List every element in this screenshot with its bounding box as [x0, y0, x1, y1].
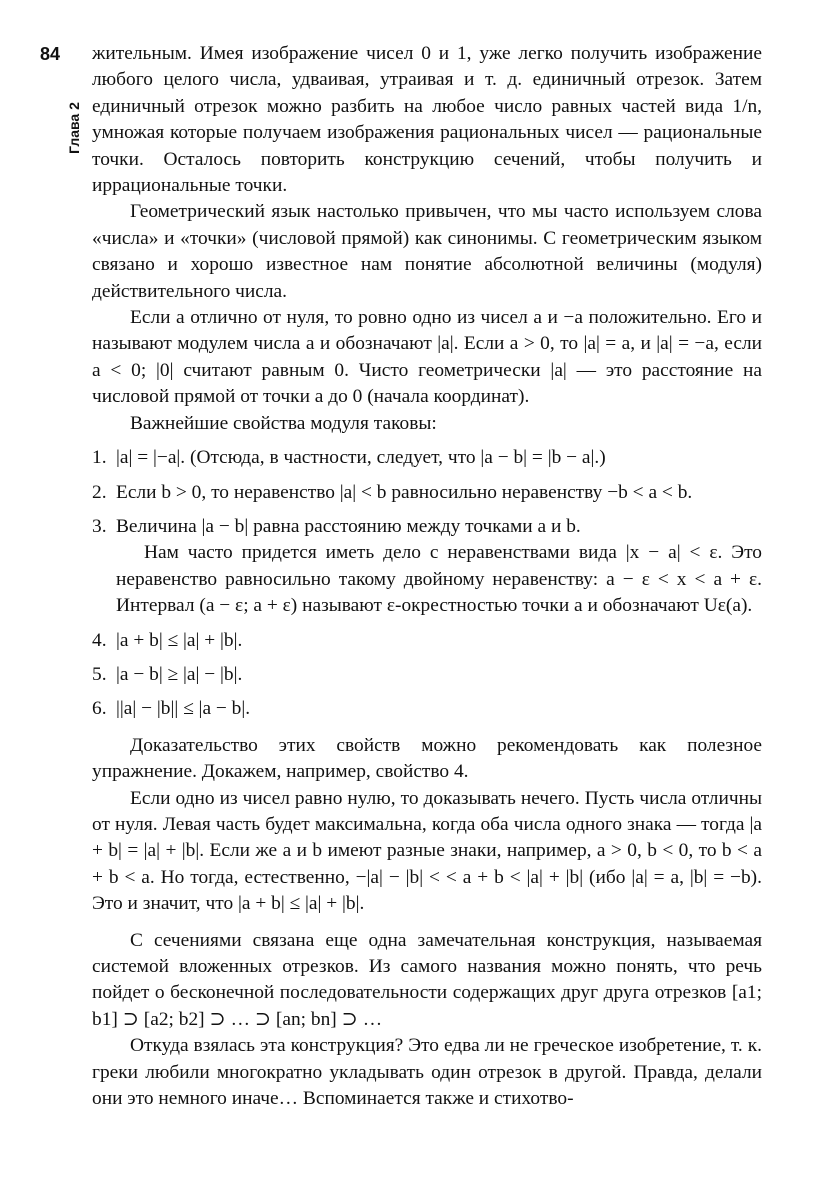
list-item	[92, 480, 762, 506]
spacer	[92, 918, 762, 928]
page-number: 84	[40, 44, 61, 64]
list-item-text: ||a| − |b|| ≤ |a − b|.	[116, 698, 251, 720]
paragraph-1: жительным. Имея изображение чисел 0 и 1, уже легко получить изображение любого целого числа, удваивая, утраивая и т. д. единичный отрезок. Затем единичный отрезок можно разбить на любое число равных частей вида 1/n, умножая которые получаем изображения рациональных чисел — рациональные точки. Осталось повторить конструкцию сечений, чтобы получить и иррациональные точки.	[92, 43, 762, 197]
list-item	[92, 445, 762, 471]
item-3-note-block	[92, 540, 762, 619]
list-item-number: 2.	[92, 481, 107, 503]
list-item-number: 3.	[92, 515, 107, 537]
page-body	[92, 41, 762, 1112]
paragraph-3: Если a отлично от нуля, то ровно одно из чисел a и −a положительно. Его и называют модулем числа a и обозначают |a|. Если a > 0, то |a| = a, и |a| = −a, если a < 0; |0| считают равным 0. Чисто геометрически |a| — это расстояние на числовой прямой от точки a до 0 (начала координат).	[92, 307, 762, 408]
paragraph-6: Если одно из чисел равно нулю, то доказывать нечего. Пусть числа отличны от нуля. Левая часть будет максимальна, когда оба числа одного знака — тогда |a + b| = |a| + |b|. Если же a и b имеют разные знаки, например, a > 0, b < 0, то b < a + b < a. Но тогда, естественно, −|a| − |b| < < a + b < |a| + |b| (ибо |a| = a, |b| = −b). Это и значит, что |a + b| ≤ |a| + |b|.	[92, 787, 762, 915]
list-item-number: 6.	[92, 698, 107, 720]
spacer	[92, 723, 762, 733]
list-item	[92, 696, 762, 722]
paragraph-7: С сечениями связана еще одна замечательная конструкция, называемая системой вложенных отрезков. Из самого названия можно понять, что речь пойдет о бесконечной последовательности содержащих друг друга отрезков [a1; b1] ⊃ [a2; b2] ⊃ … ⊃ [an; bn] ⊃ …	[92, 929, 762, 1030]
list-item-text: Величина |a − b| равна расстоянию между точками a и b.	[116, 515, 581, 537]
chapter-label: Глава 2	[65, 102, 82, 154]
item-3-note: Нам часто придется иметь дело с неравенствами вида |x − a| < ε. Это неравенство равносильно такому двойному неравенству: a − ε < x < a + ε. Интервал (a − ε; a + ε) называют ε-окрестностью точки a и обозначают Uε(a).	[116, 542, 762, 617]
list-item	[92, 514, 762, 540]
list-item-number: 4.	[92, 629, 107, 651]
list-item	[92, 628, 762, 654]
list-item-text: Если b > 0, то неравенство |a| < b равносильно неравенству −b < a < b.	[116, 481, 693, 503]
list-item-number: 5.	[92, 663, 107, 685]
paragraph-2: Геометрический язык настолько привычен, что мы часто используем слова «числа» и «точки» (числовой прямой) как синонимы. С геометрическим языком связано и хорошо известное нам понятие абсолютной величины (модуля) действительного числа.	[92, 201, 762, 302]
paragraph-4: Важнейшие свойства модуля таковы:	[130, 412, 437, 434]
list-item	[92, 662, 762, 688]
list-item-number: 1.	[92, 447, 107, 469]
paragraph-5: Доказательство этих свойств можно рекомендовать как полезное упражнение. Докажем, например, свойство 4.	[92, 734, 762, 783]
list-item-text: |a + b| ≤ |a| + |b|.	[116, 629, 243, 651]
paragraph-8: Откуда взялась эта конструкция? Это едва ли не греческое изобретение, т. к. греки любили многократно укладывать один отрезок в другой. Правда, делали они это немного иначе… Вспоминается также и стихотво-	[92, 1035, 762, 1110]
list-item-text: |a − b| ≥ |a| − |b|.	[116, 663, 243, 685]
list-item-text: |a| = |−a|. (Отсюда, в частности, следует, что |a − b| = |b − a|.)	[116, 447, 606, 469]
